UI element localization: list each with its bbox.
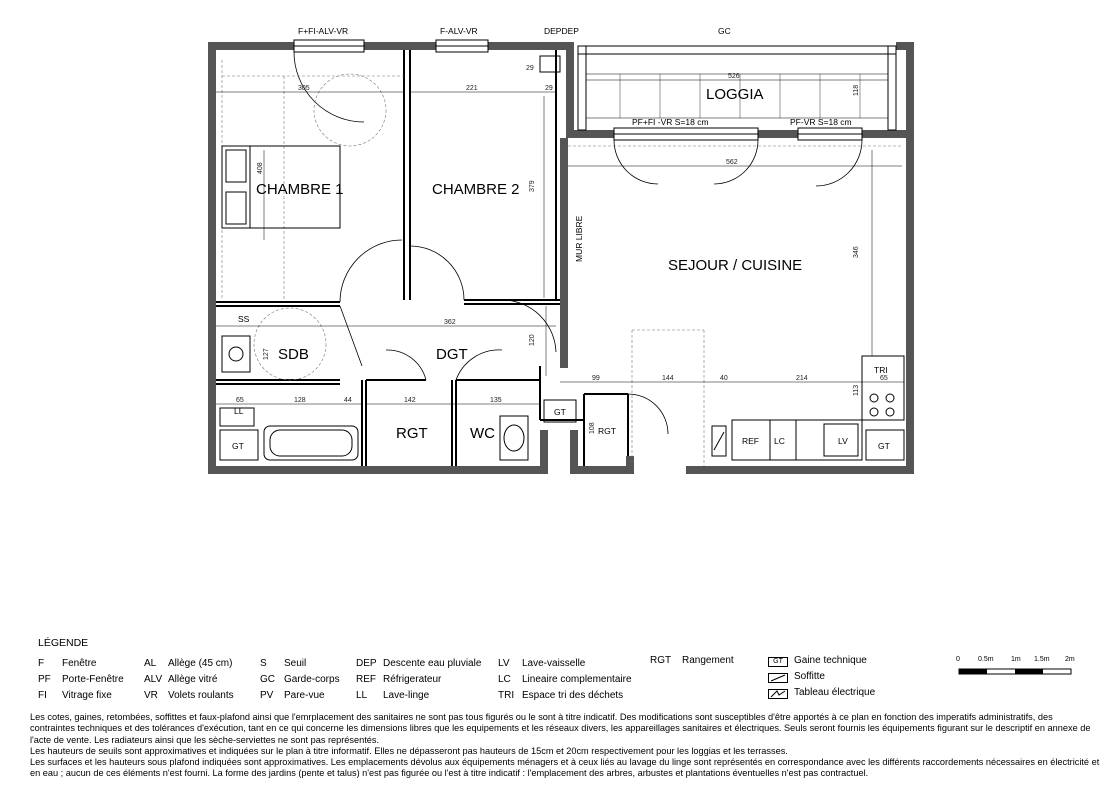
label-lv: LV [838, 436, 848, 446]
dim-128: 128 [294, 397, 306, 404]
scale-label: 1.5m [1034, 656, 1050, 663]
legend-symbol-label: Soffitte [794, 671, 825, 682]
legend-item: PF Porte-Fenêtre [38, 674, 124, 685]
room-wc: WC [470, 425, 495, 442]
label-mur-libre: MUR LIBRE [574, 215, 584, 262]
legend-item: ALV Allège vitré [144, 674, 218, 685]
note-paragraph: Les surfaces et les hauteurs sous plafond indiquées sont approximatives. Les emplacements dévolus aux équipements ménagers et à ceux liés au lavage du linge sont représentés en correspondance avec les différents raccordements nécessaires en électricité et en eau ; aucun de ces éléments n'est fourni. La forme des jardins (pente et talus) n'est pas figurée ou l'est à titre indicatif : l'emplacement des arbres, arbustes et plantations éventuelles n'est pas contractuel. [30, 757, 1100, 779]
room-chambre-2: CHAMBRE 2 [432, 181, 520, 198]
legend-item: LL Lave-linge [356, 690, 430, 701]
label-pf-2: PF-VR S=18 cm [790, 117, 852, 127]
label-ll: LL [234, 406, 244, 416]
dim-526: 526 [728, 73, 740, 80]
dim-144: 144 [662, 375, 674, 382]
room-rgt: RGT [396, 425, 428, 442]
room-chambre-1: CHAMBRE 1 [256, 181, 344, 198]
label-tri: TRI [874, 365, 888, 375]
label-gt-3: GT [878, 441, 890, 451]
disclaimer-notes [30, 712, 1100, 780]
label-rgt-2: RGT [598, 426, 616, 436]
dim-142: 142 [404, 397, 416, 404]
dim-113: 113 [853, 384, 860, 396]
legend-symbol-label: Gaine technique [794, 655, 867, 666]
legend-item: PV Pare-vue [260, 690, 325, 701]
tableau-electrique-icon [768, 689, 788, 699]
dim-65-a: 65 [236, 397, 244, 404]
dim-362: 362 [444, 319, 456, 326]
label-dep: DEPDEP [544, 26, 579, 36]
dim-221: 221 [466, 85, 478, 92]
label-gc: GC [718, 26, 731, 36]
scale-label: 0 [956, 656, 960, 663]
room-sejour-cuisine: SEJOUR / CUISINE [668, 257, 803, 274]
dim-408: 408 [257, 162, 264, 174]
scale-label: 0.5m [978, 656, 994, 663]
scale-bar [956, 656, 1076, 686]
dim-305: 305 [298, 85, 310, 92]
legend-item: FI Vitrage fixe [38, 690, 112, 701]
label-ss: SS [238, 314, 250, 324]
label-gt-2: GT [554, 407, 566, 417]
dim-379: 379 [529, 180, 536, 192]
room-sdb: SDB [278, 346, 309, 363]
dim-108: 108 [589, 422, 596, 434]
soffitte-icon [768, 673, 788, 683]
legend-item: GC Garde-corps [260, 674, 340, 685]
label-window-2: F-ALV-VR [440, 26, 478, 36]
note-paragraph: Les cotes, gaines, retombées, soffittes et faux-plafond ainsi que l'emrplacement des sanitaires ne sont pas tous figurés ou le sont à titre indicatif. Des modifications sont susceptibles d'être apportés à ce plan en fonction des imperatifs administratifs, des contraintes techniques et des tolérances d'exécution, tant en ce qui concerne les dimensions libres que les equipements et les réseaux divers, les appareillages sanitaires et électriques. Seuls seront fournis les équipements figurant sur le descriptif en annexe de l'acte de vente. Les radiateurs ainsi que les sèche-serviettes ne sont pas représentés. [30, 712, 1091, 745]
label-gt-1: GT [232, 441, 244, 451]
room-dgt: DGT [436, 346, 468, 363]
legend-title: LÉGENDE [38, 637, 89, 649]
dim-127: 127 [263, 348, 270, 360]
scale-label: 2m [1065, 656, 1075, 663]
dim-29-b: 29 [545, 85, 553, 92]
legend-item: REF Réfrigerateur [356, 674, 442, 685]
label-window-1: F+FI-ALV-VR [298, 26, 349, 36]
legend-item: VR Volets roulants [144, 690, 234, 701]
dim-65-b: 65 [880, 375, 888, 382]
legend-item: LC Lineaire complementaire [498, 674, 632, 685]
dim-118: 118 [853, 84, 860, 96]
dim-40: 40 [720, 375, 728, 382]
legend-item: F Fenêtre [38, 658, 97, 669]
legend-item: LV Lave-vaisselle [498, 658, 586, 669]
room-loggia: LOGGIA [706, 86, 764, 103]
dim-562: 562 [726, 159, 738, 166]
dim-214: 214 [796, 375, 808, 382]
dim-346: 346 [853, 246, 860, 258]
dim-135: 135 [490, 397, 502, 404]
label-pf-1: PF+FI -VR S=18 cm [632, 117, 709, 127]
legend-item: RGT Rangement [650, 655, 734, 666]
legend-item: S Seuil [260, 658, 307, 669]
legend-item: DEP Descente eau pluviale [356, 658, 482, 669]
dim-99: 99 [592, 375, 600, 382]
legend-item: AL Allège (45 cm) [144, 658, 233, 669]
legend-item: TRI Espace tri des déchets [498, 690, 624, 701]
gaine-technique-icon: GT [768, 657, 788, 667]
dim-120: 120 [529, 334, 536, 346]
dim-44: 44 [344, 397, 352, 404]
note-paragraph: Les hauteurs de seuils sont approximatives et indiquées sur le plan à titre informatif. Elles ne dépasseront pas hauteurs de 15cm et 20cm respectivement pour les loggias et les terrasses. [30, 745, 788, 756]
label-lc: LC [774, 436, 785, 446]
label-ref: REF [742, 436, 759, 446]
scale-label: 1m [1011, 656, 1021, 663]
legend-symbol-label: Tableau électrique [794, 687, 876, 698]
room-labels [256, 86, 802, 442]
dim-29-a: 29 [526, 65, 534, 72]
